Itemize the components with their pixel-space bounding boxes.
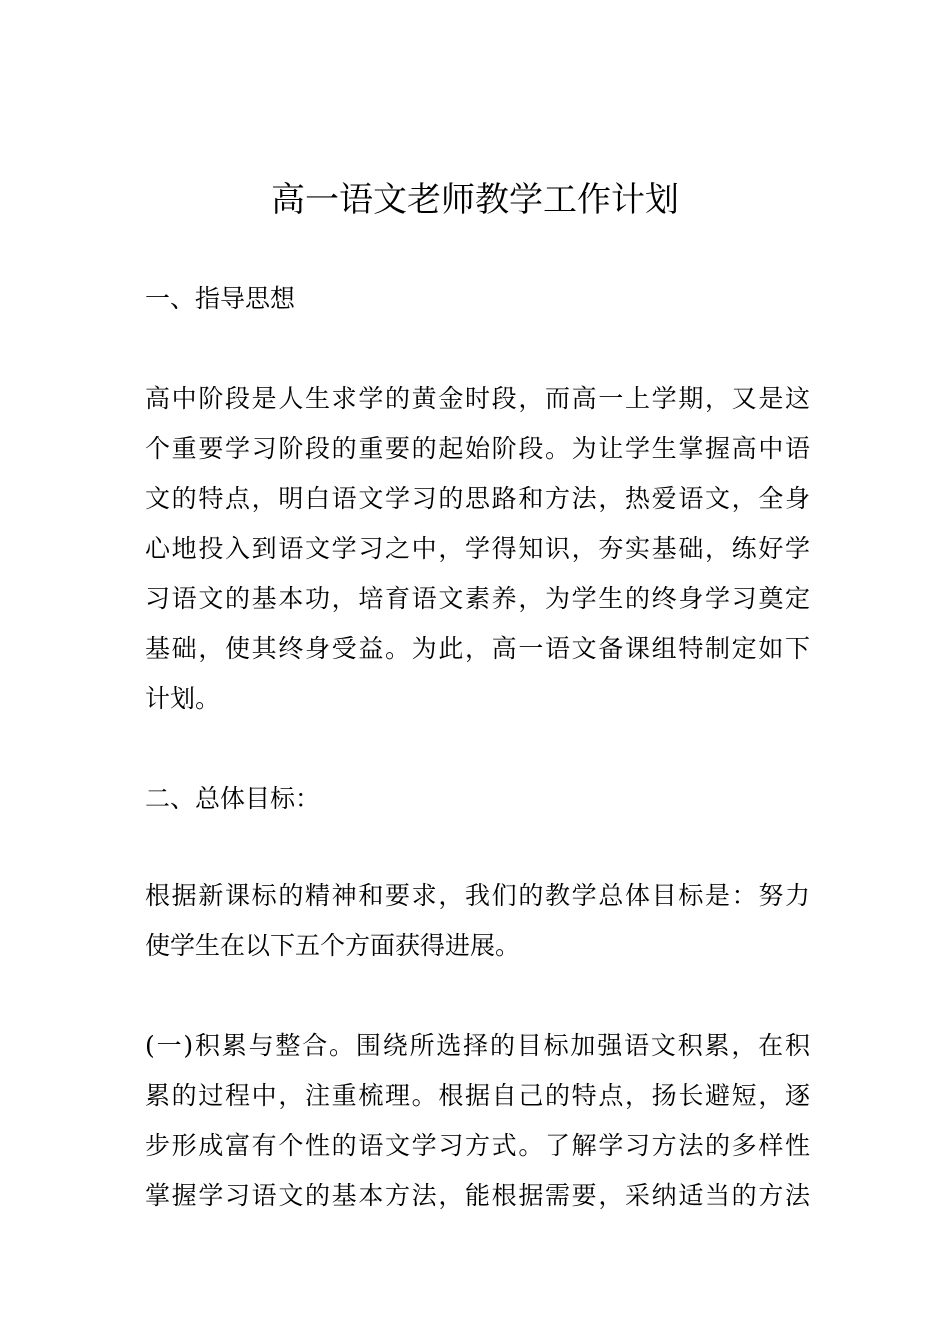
paragraph-line: 高中阶段是人生求学的黄金时段，而高一上学期，又是这: [145, 384, 810, 413]
section-heading-overall-goals: [145, 774, 810, 824]
paragraph-line: 个重要学习阶段的重要的起始阶段。为让学生掌握高中语: [145, 434, 810, 463]
paragraph-guiding-ideology: [145, 374, 810, 724]
paragraph-overall-goals: [145, 871, 810, 971]
paragraph-line: 习语文的基本功，培育语文素养，为学生的终身学习奠定: [145, 584, 810, 613]
paragraph-line: 使学生在以下五个方面获得进展。: [145, 931, 521, 960]
document-title: 高一语文老师教学工作计划: [271, 180, 679, 220]
paragraph-line: 计划。: [145, 684, 221, 713]
paragraph-line: 根据新课标的精神和要求，我们的教学总体目标是：努力: [145, 881, 810, 910]
heading-text: 一、指导思想: [145, 284, 296, 313]
heading-text: 二、总体目标：: [145, 784, 321, 813]
paragraph-line: 心地投入到语文学习之中，学得知识，夯实基础，练好学: [145, 534, 810, 563]
paragraph-line: 文的特点，明白语文学习的思路和方法，热爱语文，全身: [145, 484, 810, 513]
paragraph-line: 掌握学习语文的基本方法，能根据需要，采纳适当的方法: [145, 1181, 810, 1210]
paragraph-accumulation-integration: [145, 1021, 810, 1221]
paragraph-line: 累的过程中，注重梳理。根据自己的特点，扬长避短，逐: [145, 1081, 810, 1110]
section-heading-guiding-ideology: [145, 274, 810, 324]
paragraph-line: (一)积累与整合。围绕所选择的目标加强语文积累，在积: [145, 1031, 810, 1060]
paragraph-line: 基础，使其终身受益。为此，高一语文备课组特制定如下: [145, 634, 810, 663]
paragraph-line: 步形成富有个性的语文学习方式。了解学习方法的多样性: [145, 1131, 810, 1160]
